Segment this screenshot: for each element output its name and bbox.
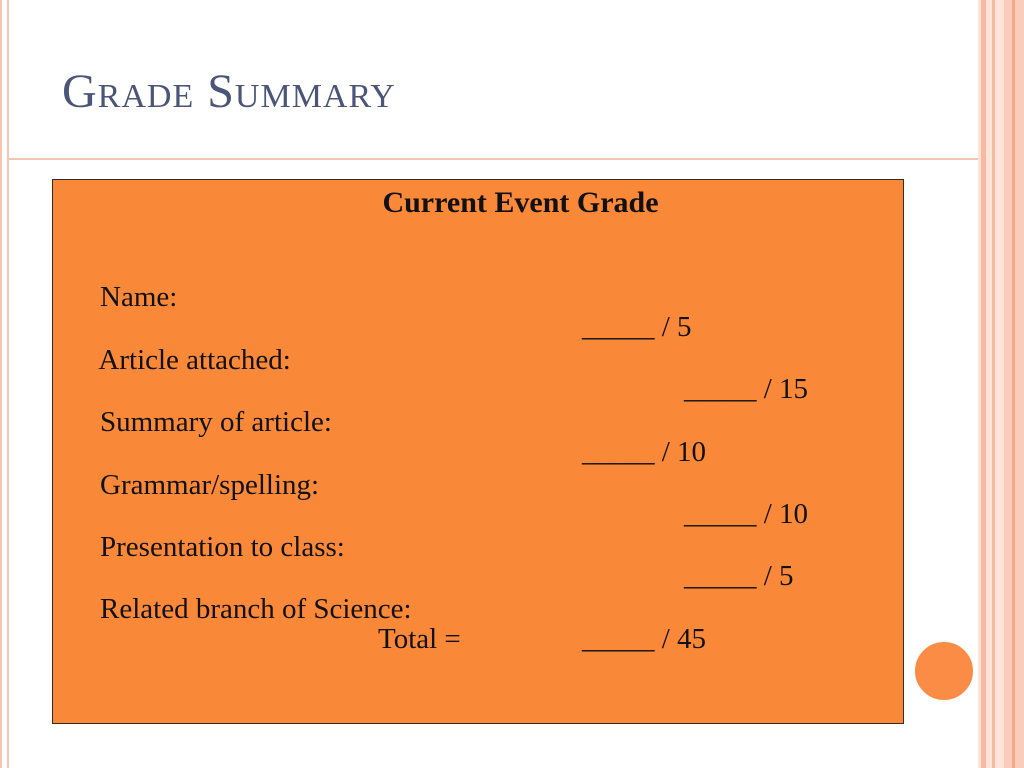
frame-line-right-1 xyxy=(981,0,986,768)
row-score: _____ / 5 xyxy=(684,560,794,592)
frame-line-right-2 xyxy=(992,0,995,768)
total-label: Total = xyxy=(378,623,461,655)
row-score: _____ / 10 xyxy=(684,498,809,530)
frame-line-left-inner xyxy=(7,0,9,768)
total-row xyxy=(53,623,903,755)
row-label: Summary of article: xyxy=(100,406,332,438)
title-divider-line xyxy=(9,158,978,160)
frame-line-left-outer xyxy=(0,0,2,768)
row-label: Article attached: xyxy=(98,344,291,376)
row-label: Presentation to class: xyxy=(100,531,345,563)
name-label: Name: xyxy=(100,281,178,313)
slide-title: Grade Summary xyxy=(62,65,396,118)
row-label: Related branch of Science: xyxy=(100,593,412,625)
frame-line-right-4 xyxy=(1012,0,1015,768)
row-score: _____ / 10 xyxy=(582,436,707,468)
row-score: _____ / 15 xyxy=(684,373,809,405)
grade-summary-box xyxy=(52,179,904,724)
box-heading: Current Event Grade xyxy=(382,186,659,219)
total-score: _____ / 45 xyxy=(582,623,707,655)
row-score: _____ / 5 xyxy=(582,311,692,343)
decorative-circle xyxy=(913,640,975,702)
row-label: Grammar/spelling: xyxy=(100,469,320,501)
